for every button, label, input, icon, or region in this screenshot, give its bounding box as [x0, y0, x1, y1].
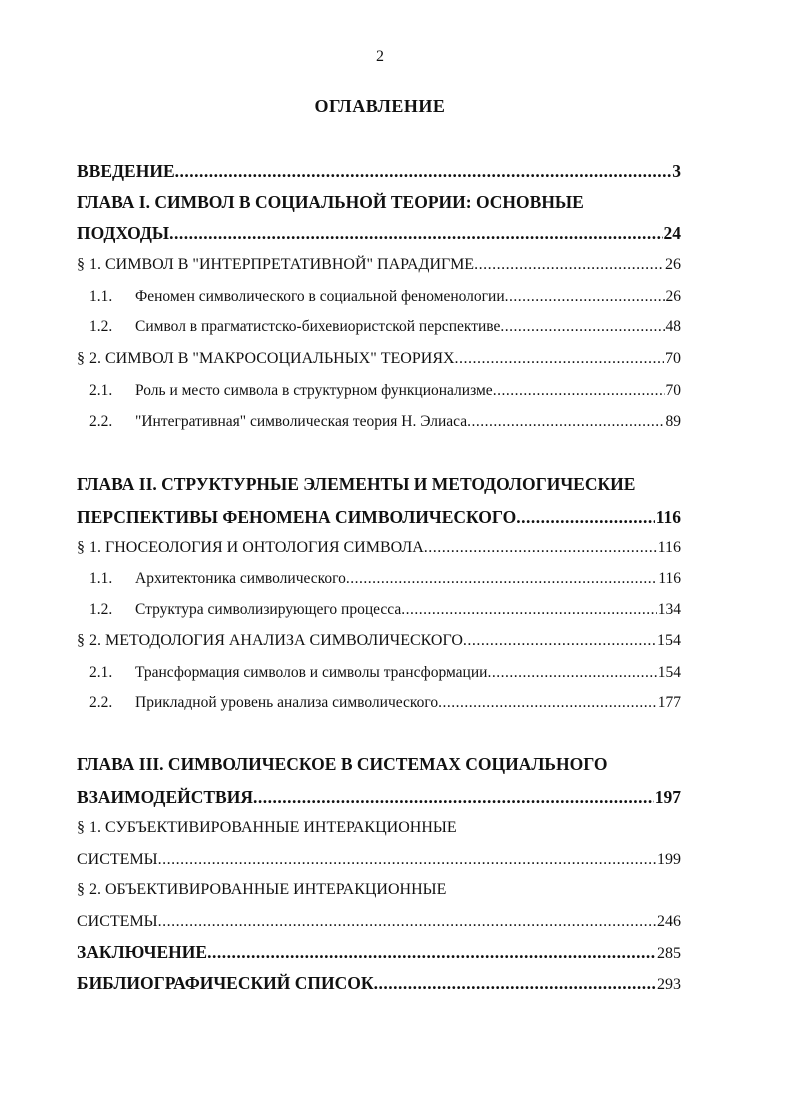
toc-entry-section[interactable]: [77, 630, 681, 652]
dot-leader: [467, 411, 664, 433]
toc-entry-subsection[interactable]: [89, 692, 681, 714]
entry-title: Роль и место символа в структурном функционализме: [135, 382, 493, 399]
entry-number: 1.1.: [89, 570, 113, 587]
entry-page: 177: [657, 694, 681, 711]
entry-title: ГЛАВА III. СИМВОЛИЧЕСКОЕ В СИСТЕМАХ СОЦИАЛЬНОГО: [77, 754, 608, 774]
entry-title: СИСТЕМЫ: [77, 913, 158, 930]
entry-page: 154: [657, 664, 681, 681]
entry-page: 116: [657, 539, 681, 556]
page-number: 2: [376, 48, 384, 65]
toc-entry-section-cont[interactable]: [77, 911, 681, 933]
entry-page: 89: [665, 413, 681, 430]
toc-entry-section[interactable]: [77, 817, 681, 839]
toc-entry-introduction[interactable]: [77, 160, 681, 182]
toc-entry-subsection[interactable]: [89, 662, 681, 684]
entry-title: Трансформация символов и символы трансформации: [135, 664, 488, 681]
dot-leader: [253, 786, 654, 808]
entry-title: § 2. ОБЪЕКТИВИРОВАННЫЕ ИНТЕРАКЦИОННЫЕ: [77, 881, 447, 898]
entry-title: СИСТЕМЫ: [77, 851, 158, 868]
entry-page: 116: [655, 507, 681, 527]
entry-title: Структура символизирующего процесса: [135, 601, 402, 618]
toc-entry-subsection[interactable]: [89, 286, 681, 308]
entry-title: "Интегративная" символическая теория Н. Элиаса: [135, 413, 468, 430]
entry-page: 70: [665, 350, 681, 367]
toc-entry-chapter-1-cont[interactable]: [77, 222, 681, 244]
toc-entry-bibliography[interactable]: [77, 972, 681, 996]
entry-title: Архитектоника символического: [135, 570, 346, 587]
entry-title: ВЗАИМОДЕЙСТВИЯ: [77, 787, 253, 807]
entry-number: 2.2.: [89, 694, 113, 711]
entry-page: 24: [663, 223, 681, 243]
dot-leader: [463, 630, 656, 652]
entry-title: § 2. СИМВОЛ В "МАКРОСОЦИАЛЬНЫХ" ТЕОРИЯХ: [77, 350, 455, 367]
entry-page: 154: [657, 632, 681, 649]
toc-entry-section[interactable]: [77, 537, 681, 559]
toc-entry-conclusion[interactable]: [77, 941, 681, 965]
dot-leader: [455, 348, 664, 370]
entry-title: Прикладной уровень анализа символического: [135, 694, 439, 711]
dot-leader: [158, 911, 656, 933]
entry-title: ВВЕДЕНИЕ: [77, 161, 175, 181]
dot-leader: [516, 506, 654, 528]
entry-number: 2.1.: [89, 382, 113, 399]
dot-leader: [487, 662, 656, 684]
toc-entry-chapter-3-cont[interactable]: [77, 786, 681, 808]
dot-leader: [424, 537, 657, 559]
toc-entry-subsection[interactable]: [89, 568, 681, 590]
entry-page: 70: [665, 382, 681, 399]
entry-page: 3: [672, 161, 681, 181]
dot-leader: [500, 316, 664, 338]
entry-title: § 1. ГНОСЕОЛОГИЯ И ОНТОЛОГИЯ СИМВОЛА: [77, 539, 424, 556]
dot-leader: [175, 160, 672, 182]
toc-entry-chapter-3[interactable]: [77, 753, 681, 775]
toc-entry-chapter-1[interactable]: [77, 191, 681, 213]
dot-leader: [169, 222, 662, 244]
dot-leader: [493, 380, 665, 402]
toc-entry-section[interactable]: [77, 879, 681, 901]
entry-number: 1.2.: [89, 601, 113, 618]
page-title: ОГЛАВЛЕНИЕ: [314, 96, 446, 116]
entry-title: Символ в прагматистско-бихевиористской перспективе: [135, 318, 501, 335]
toc-entry-subsection[interactable]: [89, 411, 681, 433]
entry-page: 246: [657, 913, 681, 930]
toc-entry-chapter-2[interactable]: [77, 473, 681, 495]
entry-title: БИБЛИОГРАФИЧЕСКИЙ СПИСОК: [77, 973, 374, 993]
entry-title: Феномен символического в социальной феноменологии: [135, 288, 505, 305]
entry-title: ЗАКЛЮЧЕНИЕ: [77, 942, 208, 962]
entry-number: 1.2.: [89, 318, 113, 335]
toc-entry-section-cont[interactable]: [77, 849, 681, 871]
toc-entry-subsection[interactable]: [89, 599, 681, 621]
entry-page: 48: [665, 318, 681, 335]
entry-title: § 1. СИМВОЛ В "ИНТЕРПРЕТАТИВНОЙ" ПАРАДИГМЕ: [77, 256, 475, 273]
entry-number: 2.2.: [89, 413, 113, 430]
dot-leader: [207, 941, 656, 963]
dot-leader: [505, 286, 665, 308]
toc-entry-subsection[interactable]: [89, 316, 681, 338]
dot-leader: [346, 568, 657, 590]
entry-page: 134: [657, 601, 681, 618]
entry-title: § 2. МЕТОДОЛОГИЯ АНАЛИЗА СИМВОЛИЧЕСКОГО: [77, 632, 463, 649]
dot-leader: [438, 692, 657, 714]
entry-page: 116: [658, 570, 681, 587]
dot-leader: [374, 972, 656, 994]
entry-title: ПОДХОДЫ: [77, 223, 170, 243]
entry-title: § 1. СУБЪЕКТИВИРОВАННЫЕ ИНТЕРАКЦИОННЫЕ: [77, 819, 457, 836]
entry-page: 26: [665, 288, 681, 305]
entry-title: ГЛАВА II. СТРУКТУРНЫЕ ЭЛЕМЕНТЫ И МЕТОДОЛОГИЧЕСКИЕ: [77, 474, 636, 494]
entry-page: 285: [657, 945, 681, 962]
dot-leader: [401, 599, 657, 621]
entry-page: 293: [657, 976, 681, 993]
entry-title: ГЛАВА I. СИМВОЛ В СОЦИАЛЬНОЙ ТЕОРИИ: ОСНОВНЫЕ: [77, 192, 584, 212]
entry-title: ПЕРСПЕКТИВЫ ФЕНОМЕНА СИМВОЛИЧЕСКОГО: [77, 507, 517, 527]
dot-leader: [474, 254, 664, 276]
entry-page: 26: [665, 256, 681, 273]
entry-page: 197: [654, 787, 681, 807]
dot-leader: [158, 849, 656, 871]
entry-number: 1.1.: [89, 288, 113, 305]
entry-number: 2.1.: [89, 664, 113, 681]
toc-entry-section[interactable]: [77, 348, 681, 370]
toc-entry-section[interactable]: [77, 254, 681, 276]
toc-entry-subsection[interactable]: [89, 380, 681, 402]
toc-entry-chapter-2-cont[interactable]: [77, 506, 681, 528]
entry-page: 199: [657, 851, 681, 868]
